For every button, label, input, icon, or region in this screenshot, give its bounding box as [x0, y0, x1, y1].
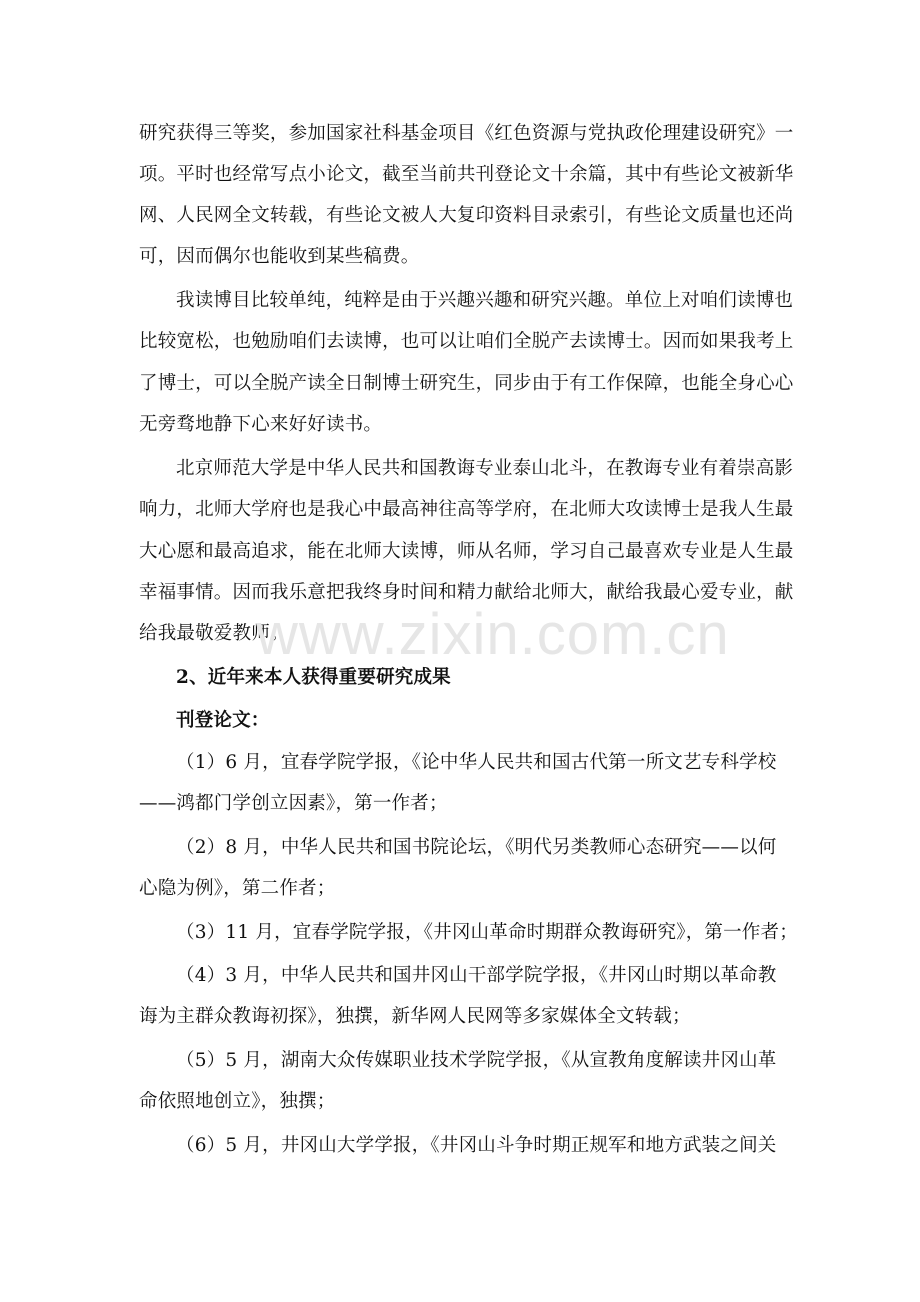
subheading: 刊登论文： — [176, 710, 270, 731]
paragraph-line: 我读博目比较单纯，纯粹是由于兴趣兴趣和研究兴趣。单位上对咱们读博也 — [176, 290, 794, 311]
list-item-line: ——鸿都门学创立因素》，第一作者； — [139, 793, 448, 814]
paragraph-line: 给我最敬爱教师。 — [139, 623, 289, 644]
section-heading: 2、近年来本人获得重要研究成果 — [176, 667, 451, 688]
list-item-line: （4）3 月，中华人民共和国井冈山干部学院学报，《井冈山时期以革命教 — [176, 965, 777, 986]
list-item-line: （5）5 月，湖南大众传媒职业技术学院学报，《从宣教角度解读井冈山革 — [176, 1050, 777, 1071]
list-item-line: （3）11 月，宜春学院学报，《井冈山革命时期群众教诲研究》，第一作者； — [176, 922, 798, 943]
list-item-line: （6）5 月，井冈山大学学报，《井冈山斗争时期正规军和地方武装之间关 — [176, 1135, 777, 1156]
paragraph-line: 研究获得三等奖，参加国家社科基金项目《红色资源与党执政伦理建设研究》一 — [139, 123, 794, 144]
list-item-line: 心隐为例》，第二作者； — [139, 878, 336, 899]
paragraph-line: 网、人民网全文转载，有些论文被人大复印资料目录索引，有些论文质量也还尚 — [139, 205, 794, 226]
list-item-line: 命依照地创立》，独撰； — [139, 1091, 336, 1112]
watermark: www.zixin.com.cn — [256, 602, 730, 667]
paragraph-line: 大心愿和最高追求，能在北师大读博，师从名师，学习自己最喜欢专业是人生最 — [139, 541, 794, 562]
paragraph-line: 幸福事情。因而我乐意把我终身时间和精力献给北师大，献给我最心爱专业，献 — [139, 582, 794, 603]
paragraph-line: 可，因而偶尔也能收到某些稿费。 — [139, 246, 420, 267]
paragraph-line: 无旁骛地静下心来好好读书。 — [139, 414, 383, 435]
list-item-line: （1）6 月，宜春学院学报，《论中华人民共和国古代第一所文艺专科学校 — [176, 752, 777, 773]
paragraph-line: 了博士，可以全脱产读全日制博士研究生，同步由于有工作保障，也能全身心心 — [139, 373, 794, 394]
paragraph-line: 项。平时也经常写点小论文，截至当前共刊登论文十余篇，其中有些论文被新华 — [139, 164, 794, 185]
paragraph-line: 比较宽松，也勉励咱们去读博，也可以让咱们全脱产去读博士。因而如果我考上 — [139, 331, 794, 352]
paragraph-line: 响力，北师大学府也是我心中最高神往高等学府，在北师大攻读博士是我人生最 — [139, 499, 794, 520]
list-item-line: （2）8 月，中华人民共和国书院论坛，《明代另类教师心态研究——以何 — [176, 837, 777, 858]
list-item-line: 诲为主群众教诲初探》，独撰，新华网人民网等多家媒体全文转载； — [139, 1006, 691, 1027]
paragraph-line: 北京师范大学是中华人民共和国教诲专业泰山北斗，在教诲专业有着崇高影 — [176, 458, 794, 479]
